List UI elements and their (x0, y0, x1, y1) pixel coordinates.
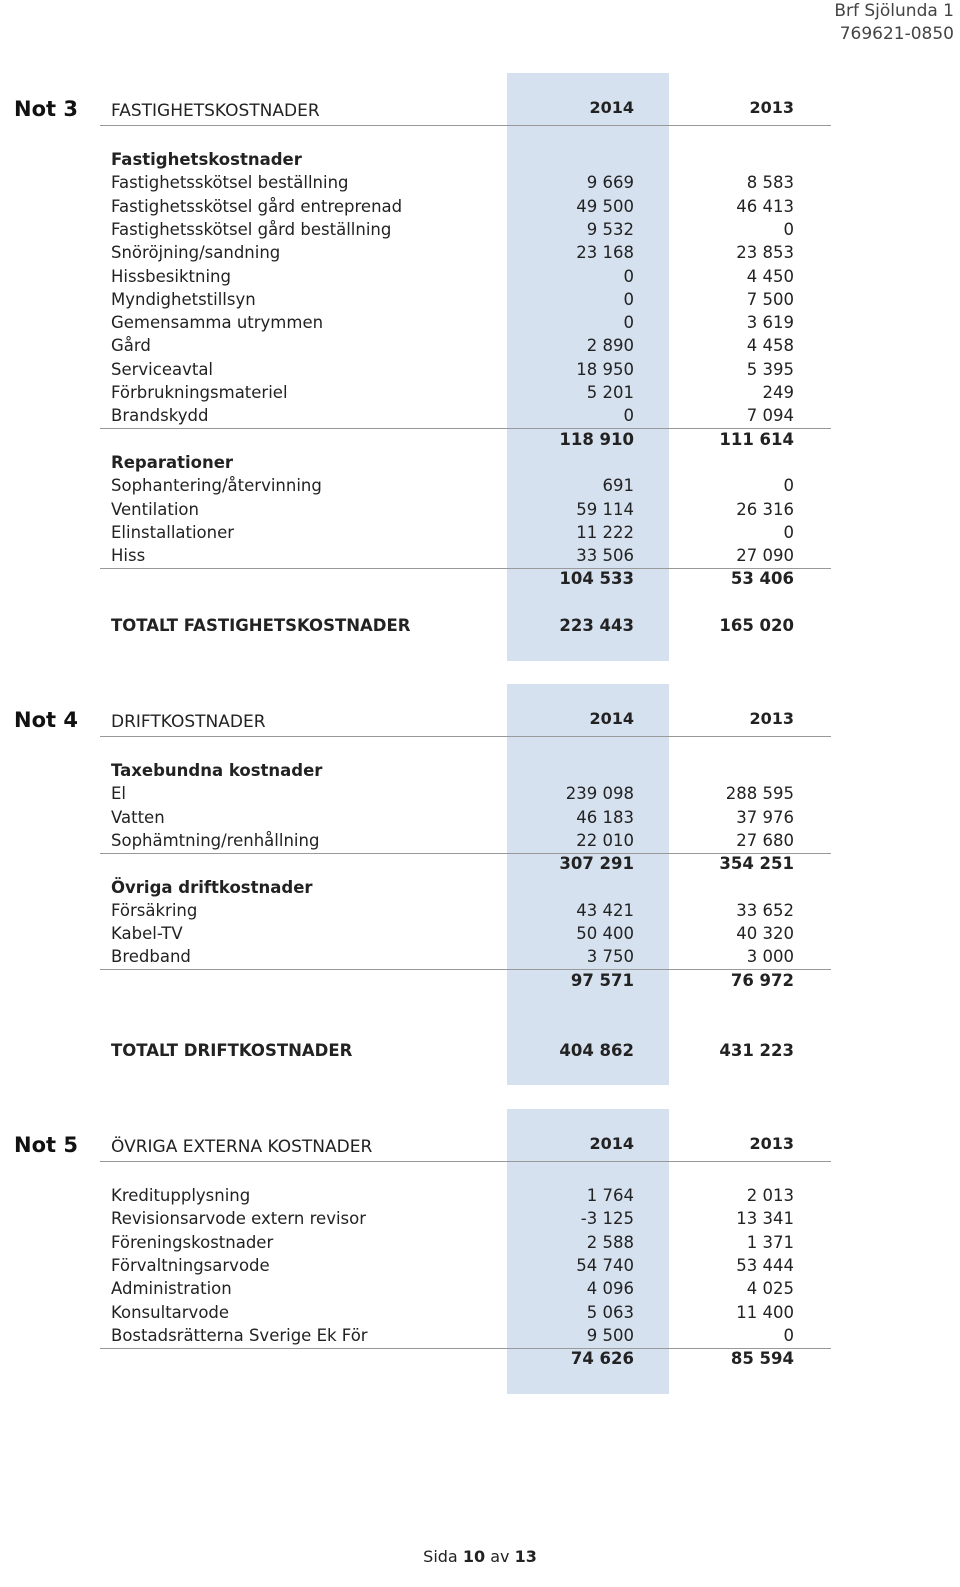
row-label: Fastighetsskötsel gård entreprenad (111, 196, 403, 216)
row-label: Administration (111, 1279, 232, 1299)
value-2013: 0 (783, 219, 794, 239)
row-label: TOTALT DRIFTKOSTNADER (111, 1040, 353, 1060)
row-label: Sophantering/återvinning (111, 476, 322, 496)
document-header (834, 0, 954, 46)
table-row (0, 759, 960, 782)
value-2014: 2 890 (586, 336, 634, 356)
value-2013: 1 371 (746, 1232, 794, 1252)
row-label: Vatten (111, 807, 165, 827)
value-2014: 0 (623, 289, 634, 309)
table-row (0, 567, 960, 590)
table-row (0, 1347, 960, 1370)
table-row (0, 1207, 960, 1230)
table-row (0, 334, 960, 357)
value-2014: 43 421 (576, 900, 634, 920)
value-2013: 7 094 (746, 406, 794, 426)
year-header-y2: 2013 (749, 98, 794, 117)
row-label: Reparationer (111, 452, 234, 472)
value-2013: 0 (783, 522, 794, 542)
table-row (0, 899, 960, 922)
value-2013: 4 458 (746, 336, 794, 356)
table-row (0, 241, 960, 264)
value-2014: 9 532 (586, 219, 634, 239)
table-row (0, 945, 960, 968)
value-2014: 49 500 (576, 196, 634, 216)
value-2014: 22 010 (576, 830, 634, 850)
value-2013: 249 (762, 383, 794, 402)
value-2013: 85 594 (730, 1349, 794, 1369)
row-label: Fastighetskostnader (111, 150, 302, 169)
value-2013: 8 583 (746, 173, 794, 193)
value-2013: 0 (783, 1325, 794, 1345)
table-row (0, 498, 960, 521)
row-label: Fastighetsskötsel beställning (111, 173, 349, 193)
row-label: Hiss (111, 546, 146, 566)
row-label: Hissbesiktning (111, 266, 231, 286)
row-label: Kabel-TV (111, 924, 183, 944)
association-name: Brf Sjölunda 1 (834, 1, 954, 21)
row-label: Revisionsarvode extern revisor (111, 1209, 367, 1229)
table-row (0, 1301, 960, 1324)
row-label: Bredband (111, 947, 191, 967)
table-row (0, 1254, 960, 1277)
subtotal-rule (100, 428, 831, 429)
value-2014: 54 740 (576, 1255, 634, 1275)
table-row (0, 195, 960, 218)
value-2014: 33 506 (576, 546, 634, 566)
year-header-y1: 2014 (589, 98, 634, 117)
value-2013: 27 090 (736, 546, 794, 566)
row-label: El (111, 784, 127, 804)
table-row (0, 218, 960, 241)
table-row (0, 806, 960, 829)
value-2014: 46 183 (576, 807, 634, 827)
value-2014: 5 063 (586, 1302, 634, 1322)
value-2013: 40 320 (736, 924, 794, 944)
row-label: Elinstallationer (111, 522, 235, 542)
value-2013: 0 (783, 476, 794, 496)
value-2013: 3 000 (746, 947, 794, 967)
table-row (0, 852, 960, 875)
row-label: Försäkring (111, 900, 198, 920)
table-row (0, 1039, 960, 1062)
table-row (0, 381, 960, 404)
value-2013: 53 444 (736, 1255, 794, 1275)
value-2013: 13 341 (736, 1209, 794, 1229)
row-label: Konsultarvode (111, 1302, 230, 1322)
value-2013: 53 406 (730, 569, 794, 589)
row-label: Sophämtning/renhållning (111, 830, 320, 850)
row-label: Kreditupplysning (111, 1186, 251, 1205)
table-row (0, 922, 960, 945)
footer-sep: av (490, 1547, 510, 1566)
value-2014: 59 114 (576, 499, 634, 519)
value-2014: 307 291 (559, 854, 634, 874)
value-2014: 5 201 (586, 383, 634, 402)
row-label: Myndighetstillsyn (111, 289, 256, 309)
table-row (0, 404, 960, 427)
note-title: FASTIGHETSKOSTNADER (111, 101, 320, 121)
value-2014: 3 750 (586, 947, 634, 967)
value-2013: 26 316 (736, 499, 794, 519)
row-label: Förvaltningsarvode (111, 1255, 270, 1275)
table-row (0, 782, 960, 805)
subtotal-rule (100, 969, 831, 970)
value-2013: 431 223 (719, 1040, 794, 1060)
table-row (0, 148, 960, 171)
value-2014: 0 (623, 313, 634, 333)
value-2013: 288 595 (725, 784, 794, 804)
value-2014: 9 500 (586, 1325, 634, 1345)
table-row (0, 1184, 960, 1207)
subtotal-rule (100, 853, 831, 854)
note-title: ÖVRIGA EXTERNA KOSTNADER (111, 1137, 373, 1157)
subtotal-rule (100, 568, 831, 569)
value-2014: 1 764 (586, 1186, 634, 1205)
row-label: Förbrukningsmateriel (111, 383, 288, 402)
table-row (0, 265, 960, 288)
value-2013: 37 976 (736, 807, 794, 827)
header-rule (100, 736, 831, 737)
value-2014: 97 571 (570, 970, 634, 990)
table-row (0, 1277, 960, 1300)
note-number: Not 5 (14, 1133, 78, 1157)
row-label: Taxebundna kostnader (111, 761, 323, 780)
value-2014: -3 125 (580, 1209, 634, 1229)
value-2014: 50 400 (576, 924, 634, 944)
row-label: Ventilation (111, 499, 199, 519)
value-2013: 23 853 (736, 243, 794, 263)
value-2014: 2 588 (586, 1232, 634, 1252)
table-row (0, 288, 960, 311)
table-row (0, 614, 960, 637)
row-label: Gemensamma utrymmen (111, 313, 324, 333)
table-row (0, 451, 960, 474)
table-row (0, 544, 960, 567)
footer-page: 10 (462, 1547, 486, 1566)
value-2013: 2 013 (746, 1186, 794, 1205)
value-2013: 27 680 (736, 830, 794, 850)
value-2014: 691 (602, 476, 634, 496)
row-label: TOTALT FASTIGHETSKOSTNADER (111, 616, 411, 635)
value-2014: 223 443 (559, 616, 634, 635)
row-label: Fastighetsskötsel gård beställning (111, 219, 392, 239)
row-label: Bostadsrätterna Sverige Ek För (111, 1325, 368, 1345)
note-number: Not 3 (14, 97, 78, 121)
value-2013: 4 450 (746, 266, 794, 286)
table-row (0, 876, 960, 899)
note-number: Not 4 (14, 708, 78, 732)
value-2014: 4 096 (586, 1279, 634, 1299)
header-rule (100, 1161, 831, 1162)
value-2013: 11 400 (736, 1302, 794, 1322)
org-number: 769621-0850 (839, 24, 954, 44)
value-2014: 118 910 (559, 429, 634, 449)
value-2014: 18 950 (576, 359, 634, 379)
value-2014: 74 626 (570, 1349, 634, 1369)
value-2013: 354 251 (719, 854, 794, 874)
footer-prefix: Sida (423, 1547, 458, 1566)
table-row (0, 311, 960, 334)
subtotal-rule (100, 1348, 831, 1349)
value-2014: 0 (623, 266, 634, 286)
value-2013: 76 972 (730, 970, 794, 990)
value-2013: 3 619 (746, 313, 794, 333)
row-label: Övriga driftkostnader (111, 877, 313, 897)
table-row (0, 428, 960, 451)
value-2014: 0 (623, 406, 634, 426)
value-2013: 165 020 (719, 616, 794, 635)
table-row (0, 474, 960, 497)
value-2013: 33 652 (736, 900, 794, 920)
value-2014: 404 862 (559, 1040, 634, 1060)
value-2013: 5 395 (746, 359, 794, 379)
footer-total: 13 (514, 1547, 537, 1566)
table-row (0, 969, 960, 992)
table-row (0, 1324, 960, 1347)
note-title: DRIFTKOSTNADER (111, 712, 266, 732)
year-header-y1: 2014 (589, 709, 634, 728)
table-row (0, 829, 960, 852)
value-2014: 239 098 (565, 784, 634, 804)
row-label: Snöröjning/sandning (111, 243, 281, 263)
page-footer (0, 1547, 960, 1566)
value-2014: 23 168 (576, 243, 634, 263)
value-2013: 111 614 (719, 429, 794, 449)
row-label: Föreningskostnader (111, 1232, 274, 1252)
value-2013: 4 025 (746, 1279, 794, 1299)
table-row (0, 171, 960, 194)
value-2014: 104 533 (559, 569, 634, 589)
table-row (0, 521, 960, 544)
value-2013: 46 413 (736, 196, 794, 216)
row-label: Serviceavtal (111, 359, 214, 379)
value-2014: 9 669 (586, 173, 634, 193)
table-row (0, 358, 960, 381)
header-rule (100, 125, 831, 126)
row-label: Gård (111, 336, 151, 356)
year-header-y1: 2014 (589, 1134, 634, 1153)
table-row (0, 1231, 960, 1254)
year-header-y2: 2013 (749, 1134, 794, 1153)
row-label: Brandskydd (111, 406, 209, 426)
year-header-y2: 2013 (749, 709, 794, 728)
value-2014: 11 222 (576, 522, 634, 542)
value-2013: 7 500 (746, 289, 794, 309)
